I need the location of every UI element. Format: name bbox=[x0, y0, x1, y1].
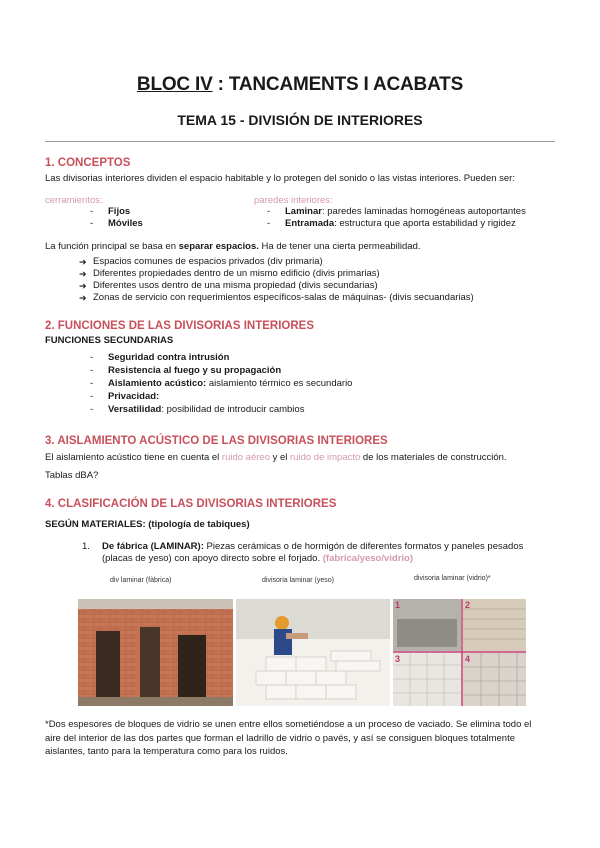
section-3-heading: 3. AISLAMIENTO ACÚSTICO DE LAS DIVISORIAS INTERIORES bbox=[45, 435, 388, 447]
arrow-icon: ➔ bbox=[79, 257, 87, 267]
section-3-text: El aislamiento acústico tiene en cuenta el ruido aéreo y el ruido de impacto de los materiales de construcción. bbox=[45, 452, 507, 463]
section-4-heading: 4. CLASIFICACIÓN DE LAS DIVISORIAS INTERIORES bbox=[45, 498, 337, 510]
photo-num-2: 2 bbox=[465, 600, 471, 610]
list-item: ➔ Diferentes propiedades dentro de un mismo edificio (divis primarias) bbox=[79, 268, 380, 279]
tema-title: TEMA 15 - DIVISIÓN DE INTERIORES bbox=[177, 112, 423, 128]
section-1-heading: 1. CONCEPTOS bbox=[45, 157, 131, 169]
gypsum-wall-photo bbox=[236, 599, 390, 706]
caption-yeso: divisoria laminar (yeso) bbox=[262, 577, 334, 584]
section-2-heading: 2. FUNCIONES DE LAS DIVISORIAS INTERIORES bbox=[45, 320, 315, 332]
photo-num-4: 4 bbox=[465, 654, 471, 664]
arrow-icon: ➔ bbox=[79, 281, 87, 291]
arrow-icon: ➔ bbox=[79, 293, 87, 303]
cerramientos-label: cerramientos: bbox=[45, 195, 103, 206]
caption-vidrio: divisoria laminar (vidrio)* bbox=[414, 575, 491, 582]
item-number: 1. bbox=[82, 541, 90, 552]
document-title bbox=[0, 74, 600, 96]
function-sentence: La función principal se basa en separar espacios. Ha de tener una cierta permeabilidad. bbox=[45, 241, 421, 252]
caption-fabrica: div laminar (fàbrica) bbox=[110, 577, 172, 584]
function-bullets bbox=[79, 256, 474, 304]
title-divider bbox=[45, 141, 555, 142]
bloc-label: BLOC IV bbox=[136, 74, 213, 95]
note-line: aire del interior de las dos partes que forman el ladrillo de vidrio o pavés, y así se consiguen bloques totalmente bbox=[45, 732, 515, 744]
bloc-title: : TANCAMENTS I ACABATS bbox=[212, 74, 464, 95]
section-4-subtitle: SEGÚN MATERIALES: (tipología de tabiques) bbox=[45, 519, 250, 530]
list-item: ➔ Espacios comunes de espacios privados (div primaria) bbox=[79, 256, 323, 267]
arrow-icon: ➔ bbox=[79, 269, 87, 279]
list-item: ➔ Diferentes usos dentro de una misma propiedad (divis secundarias) bbox=[79, 280, 378, 291]
section-3-tables: Tablas dBA? bbox=[45, 470, 99, 481]
brick-wall-photo bbox=[78, 599, 233, 706]
note-line: aislantes, tanto para la temperatura como para los ruidos. bbox=[45, 746, 288, 757]
photo-num-1: 1 bbox=[395, 600, 401, 610]
glass-block-photo bbox=[393, 599, 526, 706]
note-line: *Dos espesores de bloques de vidrio se unen entre ellos sometiéndose a un proceso de vaciado. Se elimina todo el bbox=[45, 719, 532, 730]
paredes-label: paredes interiores: bbox=[254, 195, 333, 206]
section-1-intro: Las divisorias interiores dividen el espacio habitable y lo protegen del sonido o las vistas interiores. Pueden ser: bbox=[45, 173, 515, 184]
list-item: ➔ Zonas de servicio con requerimientos específicos-salas de máquinas- (divis secuandarias) bbox=[79, 292, 474, 303]
photo-num-3: 3 bbox=[395, 654, 401, 664]
glass-note bbox=[45, 718, 557, 759]
fabrica-line-2: (placas de yeso) con apoyo directo sobre el forjado. (fabrica/yeso/vidrio) bbox=[102, 553, 414, 564]
section-2-subtitle: FUNCIONES SECUNDARIAS bbox=[45, 335, 174, 346]
fabrica-line-1: De fábrica (LAMINAR): Piezas cerámicas o de hormigón de diferentes formatos y paneles pesados bbox=[102, 541, 524, 552]
